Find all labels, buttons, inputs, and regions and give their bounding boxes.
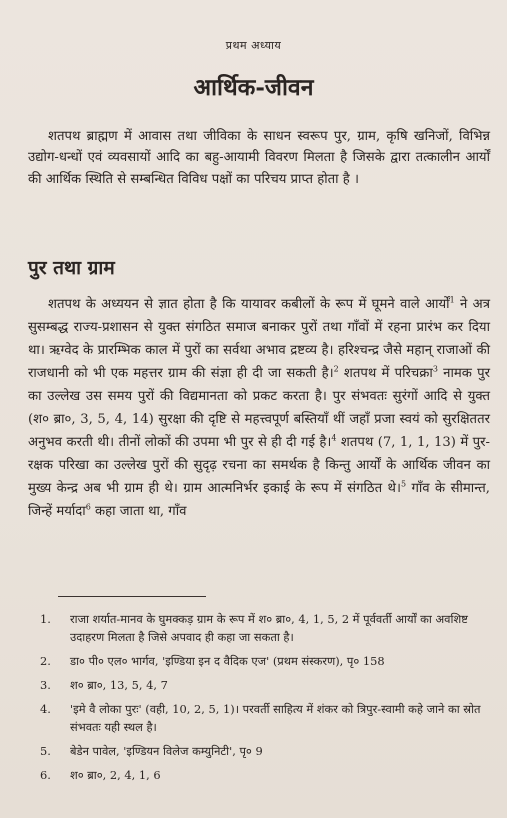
footnote-ref: 4 <box>331 433 337 443</box>
body-text: ने अत्र सुसम्बद्ध राज्य-प्रशासन से युक्त संगठित समाज बनाकर पुरों तथा गाँवों में रहना प्रारंभ कर दिया था। ऋग्वेद के प्रारम्भिक काल में पुरों का सर्वथा अभाव द्रष्टव्य है। हरिश्चन्द्र जैसे महान् राजाओं की राजधानी को भी एक महत्तर ग्राम की संज्ञा ही दी जा सकती है। <box>28 297 490 381</box>
body-text: शतपथ के अध्ययन से ज्ञात होता है कि यायावर कबीलों के रूप में घूमने वाले आर्यों <box>48 297 450 312</box>
footnote-item <box>40 652 492 670</box>
footnote-ref: 5 <box>400 479 407 489</box>
footnote-item <box>40 742 492 760</box>
footnote-ref: 1 <box>449 295 455 305</box>
body-paragraph <box>28 293 490 523</box>
intro-paragraph: शतपथ ब्राह्मण में आवास तथा जीविका के साधन स्वरूप पुर, ग्राम, कृषि खनिजों, विभिन्न उद्योग-धन्धों एवं व्यवसायों आदि का बहु-आयामी विवरण मिलता है जिसके द्वारा तत्कालीन आर्यों की आर्थिक स्थिति से सम्बन्धित विविध पक्षों का परिचय प्राप्त होता है । <box>28 129 490 187</box>
footnote-number: 5. <box>40 744 51 758</box>
footnote-number: 6. <box>40 768 51 782</box>
footnote-ref: 6 <box>85 502 91 512</box>
footnote-text: 'इमे वै लोका पुरः' (वही, 10, 2, 5, 1)। परवर्ती साहित्य में शंकर को त्रिपुर-स्वामी कहे जाने का स्रोत संभवतः यही स्थल है। <box>70 702 481 734</box>
footnote-number: 3. <box>40 678 51 692</box>
footnote-item <box>40 766 492 784</box>
footnotes-list <box>40 610 492 790</box>
body-text: शतपथ (7, 1, 1, 13) में पुर-रक्षक परिखा का उल्लेख पुरों की सुदृढ़ रचना का समर्थक है किन्तु आर्यों के आर्थिक जीवन का मुख्य केन्द्र अब भी ग्राम ही थे। ग्राम आत्मनिर्भर इकाई के रूप में संगठित थे। <box>28 435 490 496</box>
footnote-number: 4. <box>40 702 51 716</box>
chapter-title: आर्थिक-जीवन <box>193 74 314 101</box>
footnote-number: 1. <box>40 612 51 626</box>
body-text: नामक पुर का उल्लेख उस समय पुरों की विद्यमानता को प्रकट करता है। पुर संभवतः सुरंगों आदि से युक्त (श० ब्रा०, 3, 5, 4, 14) सुरक्षा की दृष्टि से महत्त्वपूर्ण बस्तियाँ थीं जहाँ प्रजा स्वयं को सुरक्षिततर अनुभव करती थी। तीनों लोकों की उपमा भी पुर से ही दी गई है। <box>28 366 490 450</box>
chapter-label: प्रथम अध्याय <box>225 39 282 52</box>
body-text: कहा जाता था, गाँव <box>90 504 187 519</box>
footnote-number: 2. <box>40 654 51 668</box>
section-title: पुर तथा ग्राम <box>28 257 115 279</box>
footnote-item <box>40 700 492 736</box>
body-text: गाँव के सीमान्त, जिन्हें मर्यादा <box>28 481 490 519</box>
footnote-text: श० ब्रा०, 2, 4, 1, 6 <box>70 768 161 782</box>
footnote-ref: 2 <box>333 364 339 374</box>
body-text: शतपथ में परिचक्रा <box>338 366 433 381</box>
footnote-text: राजा शर्यात-मानव के घुमक्कड़ ग्राम के रूप में श० ब्रा०, 4, 1, 5, 2 में पूर्ववर्ती आर्यों का अवशिष्ट उदाहरण मिलता है जिसे अपवाद ही कहा जा सकता है। <box>70 612 468 644</box>
footnote-item <box>40 610 492 646</box>
footnote-text: बेडेन पावेल, 'इण्डियन विलेज कम्युनिटी', पृ० 9 <box>70 744 263 758</box>
footnote-ref: 3 <box>432 364 438 374</box>
footnote-divider <box>58 596 206 597</box>
footnote-text: श० ब्रा०, 13, 5, 4, 7 <box>70 678 168 692</box>
footnote-text: डा० पी० एल० भार्गव, 'इण्डिया इन द वैदिक एज' (प्रथम संस्करण), पृ० 158 <box>70 654 385 668</box>
footnote-item <box>40 676 492 694</box>
